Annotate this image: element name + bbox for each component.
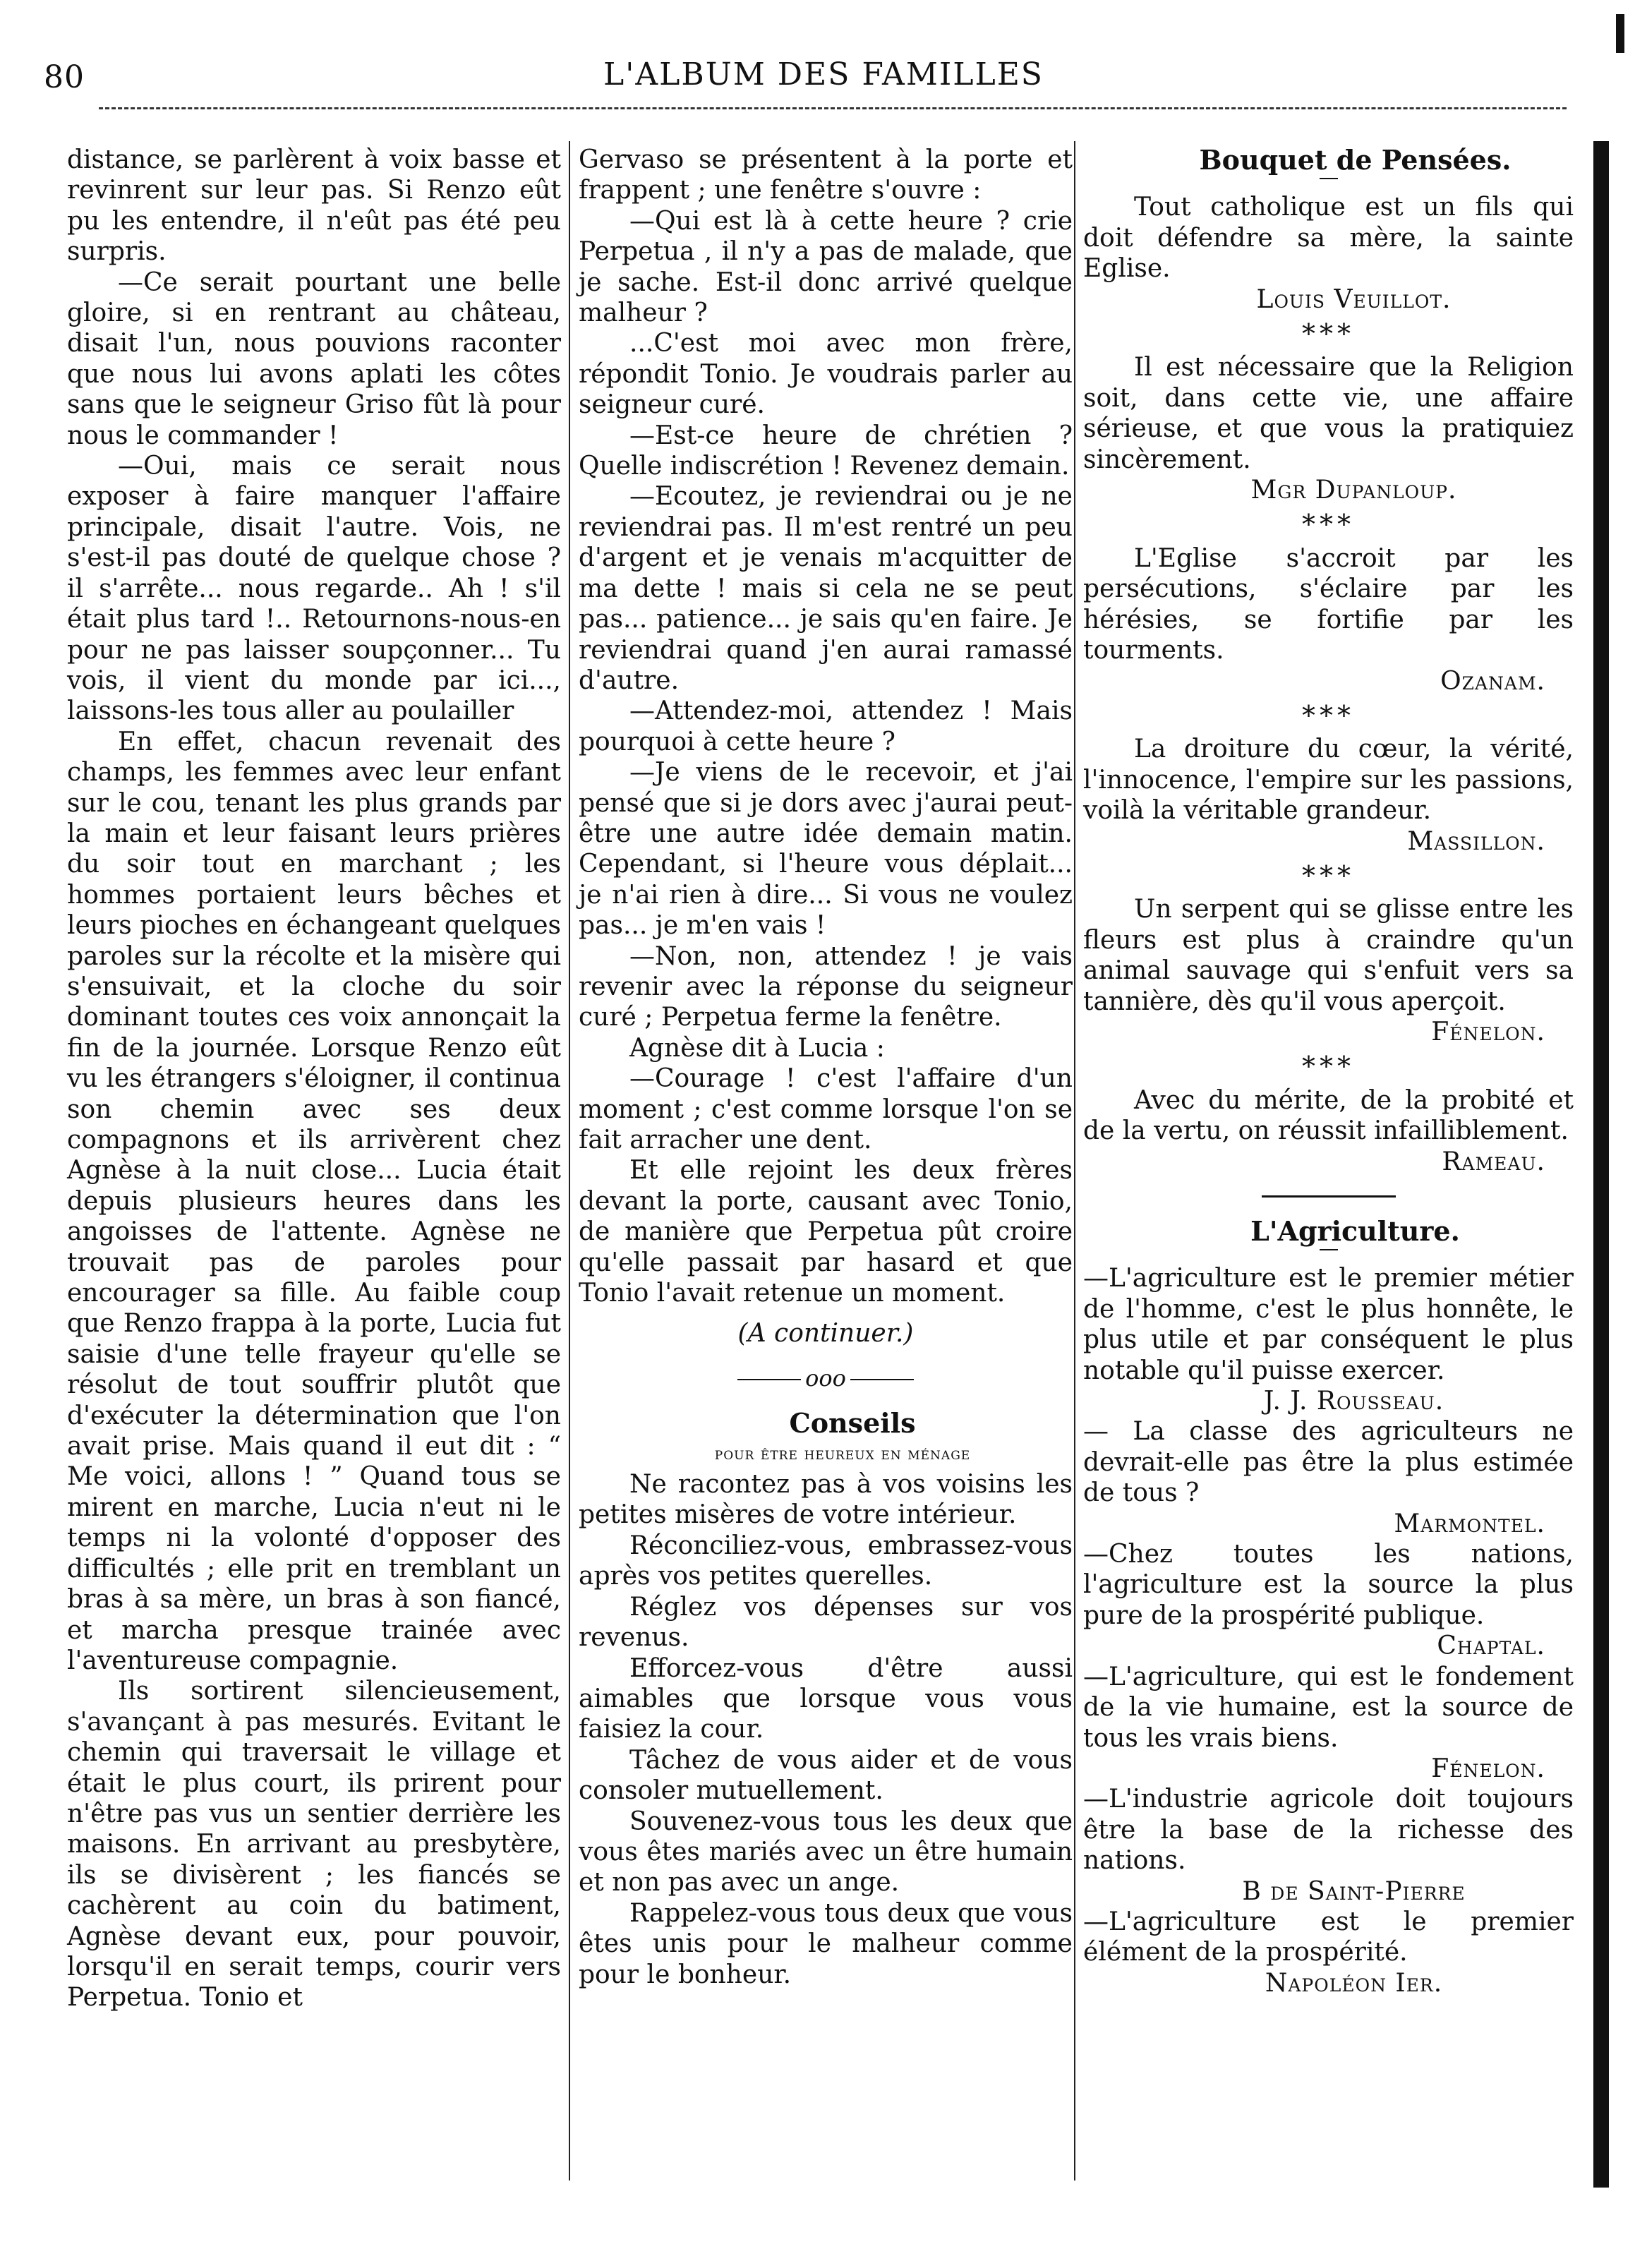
quote-author: Fénelon.: [1431, 1754, 1545, 1783]
bouquet-heading: Bouquet de Pensées.: [1199, 144, 1512, 176]
quote-text: — La classe des agriculteurs ne devrait-elle pas être la plus estimée de tous ?: [1083, 1417, 1574, 1508]
paragraph: —Est-ce heure de chrétien ? Quelle indiscrétion ! Revenez demain.: [579, 421, 1073, 481]
paragraph: —Non, non, attendez ! je vais revenir avec la réponse du seigneur curé ; Perpetua ferme la fenêtre.: [579, 941, 1073, 1032]
quote-text: Il est nécessaire que la Religion soit, dans cette vie, une affaire sérieuse, et que vous la pratiquiez sincèrement.: [1083, 353, 1574, 474]
to-be-continued: (A continuer.): [737, 1319, 914, 1349]
paragraph: Agnèse dit à Lucia :: [629, 1033, 885, 1063]
quote-text: —L'agriculture est le premier élément de la prospérité.: [1083, 1907, 1574, 1967]
column-1: [67, 145, 561, 2013]
asterism: ***: [1302, 699, 1355, 731]
section-divider: ooo: [579, 1363, 1073, 1394]
advice-item: Efforcez-vous d'être aussi aimables que lorsque vous vous faisiez la cour.: [579, 1653, 1073, 1744]
column-2: [579, 145, 1073, 1990]
quote-author: Fénelon.: [1431, 1017, 1545, 1046]
heading-rule: [1320, 178, 1338, 179]
quote-text: —Chez toutes les nations, l'agriculture est la source la plus pure de la prospérité publique.: [1083, 1540, 1574, 1630]
quote-author: Chaptal.: [1437, 1631, 1545, 1661]
paragraph: Gervaso se présentent à la porte et frappent ; une fenêtre s'ouvre :: [579, 145, 1073, 205]
corner-print-mark: [1616, 14, 1624, 53]
advice-item: Réglez vos dépenses sur vos revenus.: [579, 1592, 1073, 1653]
quote-author: Louis Veuillot.: [1256, 284, 1452, 314]
column-divider-2: [1074, 141, 1075, 2180]
paragraph: —Ce serait pourtant une belle gloire, si en rentrant au château, disait l'un, nous pouvions raconter que nous lui avons aplati les côtes sans que le seigneur Griso fût là pour nous le commander !: [67, 267, 561, 450]
page-edge-shadow: [1593, 141, 1609, 2188]
asterism: ***: [1302, 1051, 1355, 1082]
quote-text: La droiture du cœur, la vérité, l'innocence, l'empire sur les passions, voilà la véritable grandeur.: [1083, 735, 1574, 826]
quote-text: —L'agriculture, qui est le fondement de la vie humaine, est la source de tous les vrais biens.: [1083, 1662, 1574, 1753]
paragraph: Ils sortirent silencieusement, s'avançant à pas mesurés. Evitant le chemin qui traversait le village et était le plus court, ils prirent pour n'être pas vus un sentier derrière les maisons. En arrivant au presbytère, ils se divisèrent ; les fiancés se cachèrent au coin du batiment, Agnèse devant eux, pour pouvoir, lorsqu'il en serait temps, courir vers Perpetua. Tonio et: [67, 1677, 561, 2013]
advice-item: Ne racontez pas à vos voisins les petites misères de votre intérieur.: [579, 1470, 1073, 1530]
quote-text: —L'industrie agricole doit toujours être la base de la richesse des nations.: [1083, 1785, 1574, 1876]
quote-author: Massillon.: [1407, 826, 1545, 856]
paragraph: —Je viens de le recevoir, et j'ai pensé que si je dors avec j'aurai peut-être une autre idée demain matin. Cependant, si l'heure vous déplait... je n'ai rien à dire... Si vous ne voulez pas... je m'en vais !: [579, 758, 1073, 941]
quote-author: Napoléon Ier.: [1265, 1968, 1443, 1998]
paragraph: ...C'est moi avec mon frère, répondit Tonio. Je voudrais parler au seigneur curé.: [579, 329, 1073, 420]
paragraph: —Qui est là à cette heure ? crie Perpetua , il n'y a pas de malade, que je sache. Est-il donc arrivé quelque malheur ?: [579, 206, 1073, 328]
agriculture-heading: L'Agriculture.: [1250, 1215, 1460, 1247]
paragraph: —Attendez-moi, attendez ! Mais pourquoi à cette heure ?: [579, 696, 1073, 756]
conseils-heading: Conseils: [789, 1407, 916, 1440]
paragraph: distance, se parlèrent à voix basse et revinrent sur leur pas. Si Renzo eût pu les entendre, il n'eût pas été peu surpris.: [67, 145, 561, 267]
quote-text: Avec du mérite, de la probité et de la vertu, on réussit infailliblement.: [1083, 1085, 1574, 1146]
advice-item: Souvenez-vous tous les deux que vous êtes mariés avec un être humain et non pas avec un ange.: [579, 1806, 1073, 1898]
quote-text: —L'agriculture est le premier métier de l'homme, c'est le plus honnête, le plus utile et par conséquent le plus notable qu'il puisse exercer.: [1083, 1264, 1574, 1385]
asterism: ***: [1302, 318, 1355, 350]
heading-rule: [1320, 1249, 1338, 1250]
quote-author: Ozanam.: [1440, 666, 1545, 696]
conseils-subheading: pour être heureux en ménage: [714, 1443, 971, 1464]
paragraph: —Courage ! c'est l'affaire d'un moment ; c'est comme lorsque l'on se fait arracher une dent.: [579, 1064, 1073, 1154]
advice-item: Réconciliez-vous, embrassez-vous après vos petites querelles.: [579, 1531, 1073, 1591]
asterism: ***: [1302, 509, 1355, 541]
advice-item: Rappelez-vous tous deux que vous êtes unis pour le malheur comme pour le bonheur.: [579, 1898, 1073, 1989]
paragraph: En effet, chacun revenait des champs, les femmes avec leur enfant sur le cou, tenant les plus grands par la main et leur faisant leurs prières du soir tout en marchant ; les hommes portaient leurs bêches et leurs pioches en échangeant quelques paroles sur la récolte et la misère qui s'ensuivait, et la cloche du soir dominant toutes ces voix annonçait la fin de la journée. Lorsque Renzo eût vu les étrangers s'éloigner, il continua son chemin avec ses deux compagnons et ils arrivèrent chez Agnèse à la nuit close... Lucia était depuis plusieurs heures dans les angoisses de l'attente. Agnèse ne trouvait pas de paroles pour encourager sa fille. Au faible coup que Renzo frappa à la porte, Lucia fut saisie d'une telle frayeur qu'elle se résolut de tout souffrir plutôt que d'exécuter la détermination que l'on avait prise. Mais quand il eut dit : “ Me voici, allons ! ” Quand tous se mirent en marche, Lucia n'eut ni le temps ni la volonté d'opposer des difficultés ; elle prit en tremblant un bras à sa mère, un bras à son fiancé, et marcha presque trainée avec l'aventureuse compagnie.: [67, 727, 561, 1675]
section-divider: [1262, 1195, 1396, 1198]
paragraph: —Ecoutez, je reviendrai ou je ne reviendrai pas. Il m'est rentré un peu d'argent et je venais m'acquitter de ma dette ! mais si cela ne se peut pas... patience... je sais qu'en faire. Je reviendrai quand j'en aurai ramassé d'autre.: [579, 482, 1073, 695]
advice-item: Tâchez de vous aider et de vous consoler mutuellement.: [579, 1745, 1073, 1806]
paragraph: Et elle rejoint les deux frères devant la porte, causant avec Tonio, de manière que Perpetua pût croire qu'elle passait par hasard et que Tonio l'avait retenue un moment.: [579, 1156, 1073, 1308]
quote-text: Un serpent qui se glisse entre les fleurs est plus à craindre qu'un animal sauvage qui s'enfuit vers sa tannière, dès qu'il vous aperçoit.: [1083, 895, 1574, 1016]
quote-author: Mgr Dupanloup.: [1250, 476, 1457, 505]
header-rule: [99, 107, 1567, 109]
quote-author: J. J. Rousseau.: [1263, 1387, 1444, 1416]
paragraph: —Oui, mais ce serait nous exposer à faire manquer l'affaire principale, disait l'autre. Vois, ne s'est-il pas douté de quelque chose ? il s'arrête... nous regarde.. Ah ! s'il était plus tard !.. Retournons-nous-en pour ne pas laisser soupçonner... Tu vois, il vient du monde par ici..., laissons-les tous aller au poulailler: [67, 452, 561, 726]
asterism: ***: [1302, 859, 1355, 891]
quote-text: Tout catholique est un fils qui doit défendre sa mère, la sainte Eglise.: [1083, 193, 1574, 284]
quote-author: Rameau.: [1442, 1147, 1545, 1176]
quote-author: B de Saint-Pierre: [1242, 1876, 1466, 1906]
quote-author: Marmontel.: [1394, 1509, 1545, 1538]
column-divider-1: [569, 141, 570, 2180]
page-number: 80: [44, 59, 85, 95]
quote-text: L'Eglise s'accroit par les persécutions, s'éclaire par les hérésies, se fortifie par les tourments.: [1083, 543, 1574, 665]
running-title: L'ALBUM DES FAMILLES: [603, 56, 1044, 92]
column-3: [1083, 145, 1574, 1998]
